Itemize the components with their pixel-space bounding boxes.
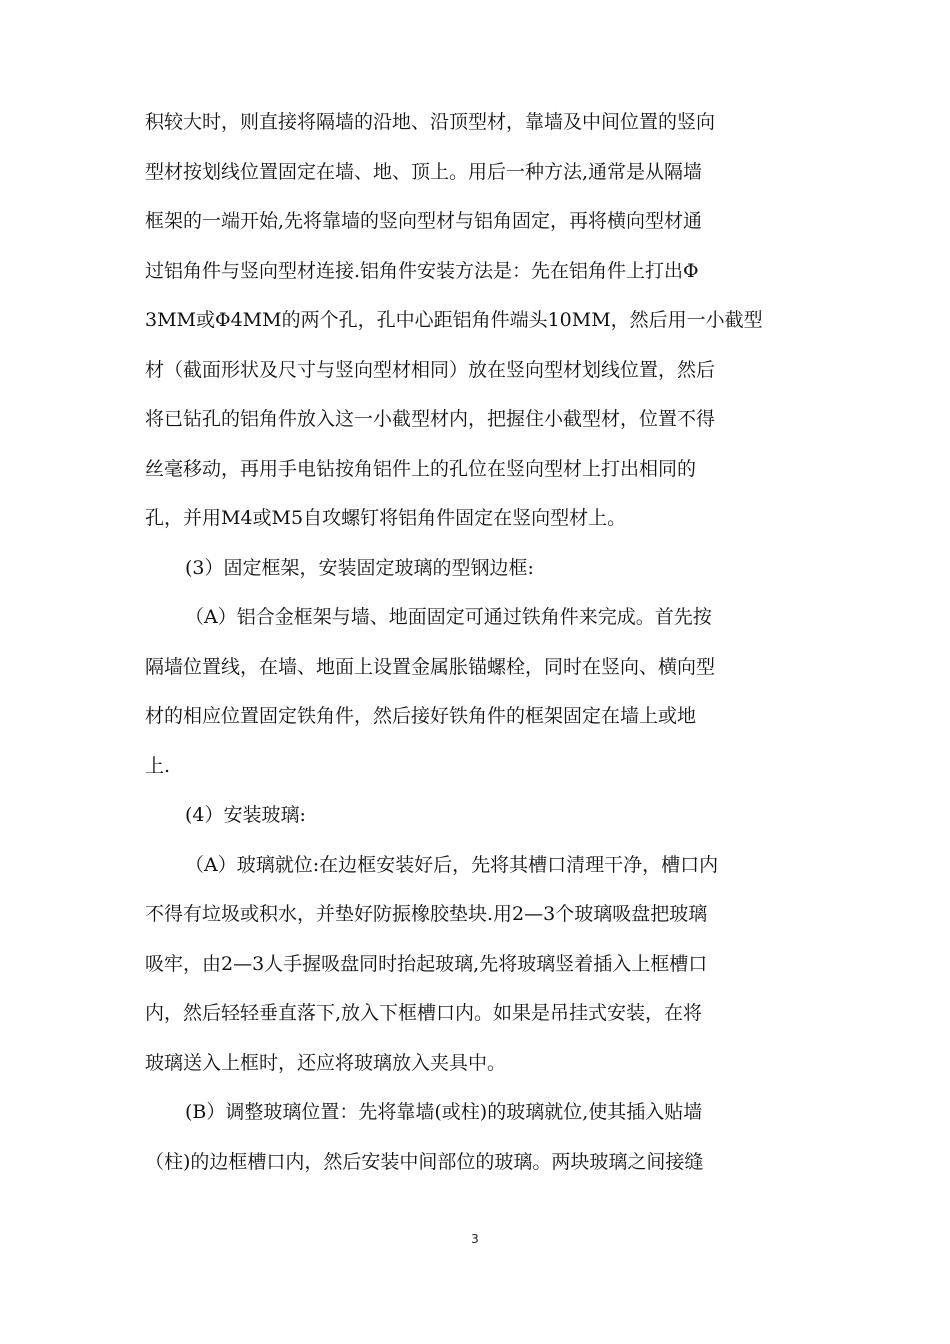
text-line: （A）铝合金框架与墙、地面固定可通过铁角件来完成。首先按 xyxy=(185,606,712,628)
text-line: 积较大时，则直接将隔墙的沿地、沿顶型材，靠墙及中间位置的竖向 xyxy=(145,111,716,133)
text-line: 玻璃送入上框时，还应将玻璃放入夹具中。 xyxy=(145,1051,507,1074)
text-line: 内，然后轻轻垂直落下,放入下框槽口内。如果是吊挂式安装，在将 xyxy=(145,1002,703,1024)
text-line: 不得有垃圾或积水，并垫好防振橡胶垫块.用2—3个玻璃吸盘把玻璃 xyxy=(145,903,708,925)
text-line: 将已钻孔的铝角件放入这一小截型材内，把握住小截型材，位置不得 xyxy=(145,408,716,430)
text-line: 材（截面形状及尺寸与竖向型材相同）放在竖向型材划线位置，然后 xyxy=(145,358,716,381)
page-number: 3 xyxy=(471,1232,479,1246)
text-line: 孔，并用M4或M5自攻螺钉将铝角件固定在竖向型材上。 xyxy=(145,507,627,529)
text-line: 上. xyxy=(145,754,171,777)
text-line: 吸牢，由2—3人手握吸盘同时抬起玻璃,先将玻璃竖着插入上框槽口 xyxy=(145,952,708,975)
text-line: 型材按划线位置固定在墙、地、顶上。用后一种方法,通常是从隔墙 xyxy=(145,160,703,183)
text-line: 框架的一端开始,先将靠墙的竖向型材与铝角固定，再将横向型材通 xyxy=(145,210,703,232)
text-line: 隔墙位置线，在墙、地面上设置金属胀锚螺栓，同时在竖向、横向型 xyxy=(145,655,716,678)
text-line: 过铝角件与竖向型材连接.铝角件安装方法是：先在铝角件上打出Φ xyxy=(145,259,699,282)
body-text xyxy=(145,98,825,1187)
text-line: 材的相应位置固定铁角件，然后接好铁角件的框架固定在墙上或地 xyxy=(145,705,697,727)
text-line: （柱)的边框槽口内，然后安装中间部位的玻璃。两块玻璃之间接缝 xyxy=(145,1150,704,1173)
text-line: (B）调整玻璃位置：先将靠墙(或柱)的玻璃就位,使其插入贴墙 xyxy=(185,1101,703,1123)
text-line: 丝毫移动，再用手电钻按角铝件上的孔位在竖向型材上打出相同的 xyxy=(145,457,697,480)
section-heading-3: (3）固定框架，安装固定玻璃的型钢边框: xyxy=(185,556,534,579)
text-line: 3MM或Φ4MM的两个孔，孔中心距铝角件端头10MM，然后用一小截型 xyxy=(145,309,763,331)
text-line: （A）玻璃就位:在边框安装好后，先将其槽口清理干净，槽口内 xyxy=(185,853,719,876)
section-heading-4: (4）安装玻璃: xyxy=(185,804,306,826)
